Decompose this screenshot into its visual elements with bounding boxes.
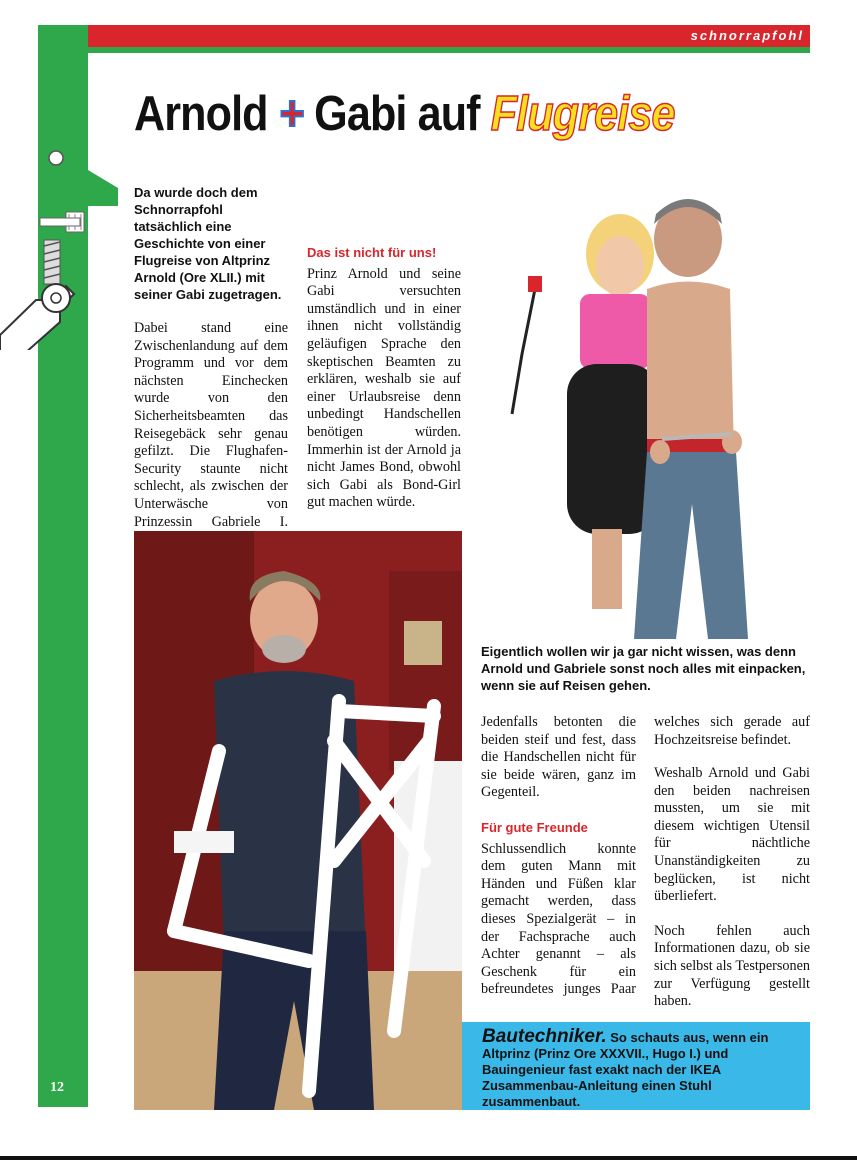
- article-paragraph: Weshalb Arnold und Gabi den beiden nachreisen mussten, um sie mit diesem wichtigen Utensil für nächtliche Unanständigkeiten zu beglücken, ist nicht überliefert.: [654, 765, 810, 905]
- article-paragraph: Dabei stand eine Zwischenlandung auf dem Programm und vor dem nächsten Einchecken wurde von den Sicherheitsbeamten das Reisegebäck sehr genau gefilzt. Die Flughafen-Security staunte nicht schlecht, als zwischen der Unterwäsche von Prinzessin Gabriele I.: [134, 320, 288, 530]
- headline-part3: Flugreise: [490, 87, 675, 141]
- article-paragraph: Noch fehlen auch Informationen dazu, ob sie sich selbst als Testpersonen zur Verfügung gestellt haben.: [654, 922, 810, 1010]
- bottom-rule: [0, 1156, 857, 1160]
- wrench-icon: [0, 130, 120, 350]
- caption-text: So schauts aus, wenn ein Altprinz (Prinz Ore XXXVII., Hugo I.) und Bauingenieur fast exakt nach der IKEA Zusammenbau-Anleitung einen Stuhl zusammenbaut.: [482, 1030, 769, 1109]
- article-paragraph: Prinz Arnold und seine Gabi versuchten umständlich und in einer ihnen nicht vollständig geläufigen Sprache den skeptischen Beamten zu erklären, weshalb sie auf einer Urlaubsreise denn unbedingt Handschellen benötigen würden. Immerhin ist der Arnold ja nicht James Bond, obwohl sich Gabi als Bond-Girl gut machen würde.: [307, 265, 461, 511]
- chair-photo: [134, 531, 462, 1110]
- article-paragraph: Jedenfalls betonten die beiden steif und fest, dass die Handschellen nicht für sie beide wären, ganz im Gegenteil.: [481, 714, 636, 801]
- couple-photo: [462, 184, 810, 642]
- page-title: [134, 86, 675, 142]
- article-column-2: [307, 184, 461, 529]
- headline-plus: +: [278, 87, 304, 141]
- headline-part1: Arnold: [134, 87, 268, 141]
- header-stripe: [88, 25, 810, 53]
- article-column-3: [481, 714, 636, 1001]
- article-lead: Da wurde doch dem Schnorrapfohl tatsächlich eine Geschichte von einer Flugreise von Altprinz Arnold (Ore XLII.) mit seiner Gabi zugetragen.: [134, 185, 282, 302]
- headline-part2: Gabi auf: [314, 87, 480, 141]
- subheading: Für gute Freunde: [481, 819, 588, 835]
- article-column-4: [654, 714, 810, 1028]
- article-paragraph: Schlussendlich konnte dem guten Mann mit Händen und Füßen klar gemacht werden, dass dieses Spezialgerät – in der Fachsprache auch Achter genannt – als Geschenk für ein befreundetes junges Paar: [481, 840, 636, 998]
- caption-lead: Bautechniker.: [482, 1026, 607, 1047]
- section-label: schnorrapfohl: [690, 28, 804, 43]
- page-number: 12: [50, 1080, 64, 1095]
- photo-caption: Eigentlich wollen wir ja gar nicht wissen, was denn Arnold und Gabriele sonst noch alles mit einpacken, wenn sie auf Reisen gehen.: [481, 644, 806, 693]
- subheading: Das ist nicht für uns!: [307, 245, 437, 260]
- article-paragraph-continued: welches sich gerade auf Hochzeitsreise befindet.: [654, 714, 810, 748]
- chair-caption-box: [462, 1022, 810, 1110]
